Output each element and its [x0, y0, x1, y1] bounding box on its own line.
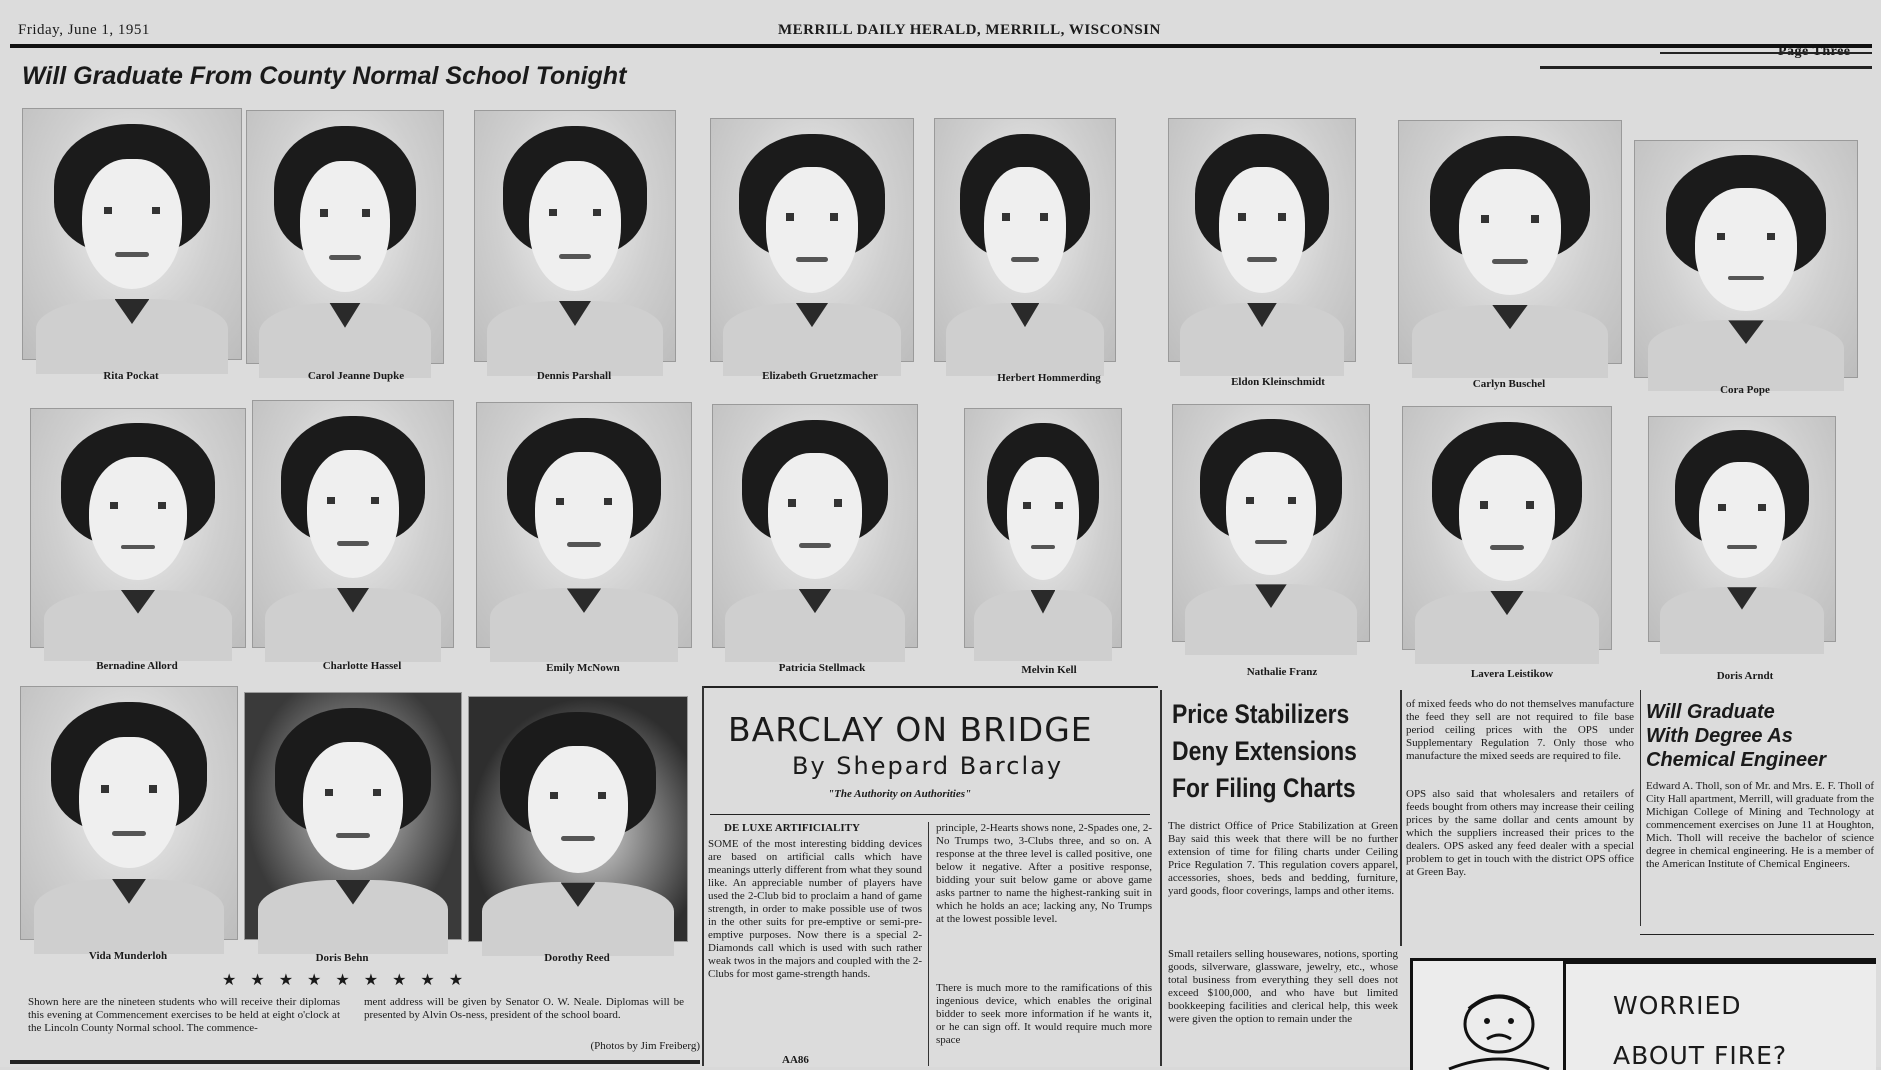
portrait-photo: [30, 408, 246, 648]
portrait-photo: [1402, 406, 1612, 650]
price-story-column-1b: Small retailers selling housewares, notions, sporting goods, silverware, glassware, jewelry, etc., whose total business from everything they sell does not exceed $100,000, and who have but limited bookkeeping facilities and clerical help, this week were given the option to remain under the: [1168, 948, 1398, 1025]
graduate-name: Rita Pockat: [103, 370, 159, 382]
graduate-name: Dorothy Reed: [544, 952, 610, 964]
graduate-name: Dennis Parshall: [536, 370, 612, 382]
worried-man-illustration-icon: [1429, 979, 1569, 1069]
price-story-column-2: of mixed feeds who do not themselves manufacture the feed they sell are not required to file base period ceiling prices with the OPS under Supplementary Regulation 7. Only those who manufacture the mixed seeds are required to file.: [1406, 698, 1634, 762]
price-story-column-2b: OPS also said that wholesalers and retailers of feeds bought from others may increase their ceiling prices by the same dollar and cents amount by which the suppliers increased their prices to the dealers. OPS asked any feed dealer with a special problem to get in touch with the district OPS office at Green Bay.: [1406, 788, 1634, 878]
graduate-name: Carlyn Buschel: [1472, 378, 1546, 390]
feature-caption-right: ment address will be given by Senator O. W. Neale. Diplomas will be presented by Alvin Os-ness, president of the school board.: [364, 996, 684, 1021]
price-story-headline: [1172, 696, 1357, 807]
graduate-name: Herbert Hommerding: [997, 372, 1101, 384]
column-rule: [1400, 690, 1402, 946]
tholl-headline-line: With Degree As: [1646, 725, 1793, 747]
column-rule: [928, 822, 929, 1066]
portrait-photo: [1648, 416, 1836, 642]
column-rule: [702, 686, 704, 1066]
graduate-name: Nathalie Franz: [1246, 666, 1318, 678]
tholl-story-body: Edward A. Tholl, son of Mr. and Mrs. E. F. Tholl of City Hall apartment, Merrill, will graduate from the Michigan College of Mining and Technology at commencement exercises on June 11 at Houghton, Mich. Tholl will receive the bachelor of science degree in chemical engineering. He is a member of the American Institute of Chemical Engineers.: [1646, 780, 1874, 870]
graduate-name: Doris Arndt: [1716, 670, 1774, 682]
price-headline-line: For Filing Charts: [1172, 773, 1356, 803]
portrait-photo: [964, 408, 1122, 648]
portrait-photo: [244, 692, 462, 940]
graduate-name: Patricia Stellmack: [778, 662, 866, 674]
graduate-name: Elizabeth Gruetzmacher: [762, 370, 878, 382]
story-divider: [1640, 934, 1874, 935]
portrait-photo: [934, 118, 1116, 362]
portrait-photo: [1398, 120, 1622, 364]
bridge-top-rule: [702, 686, 1158, 688]
portrait-photo: [22, 108, 242, 360]
price-headline-line: Price Stabilizers: [1172, 699, 1350, 729]
paper-name: MERRILL DAILY HERALD, MERRILL, WISCONSIN: [778, 22, 1161, 38]
price-story-column-1: The district Office of Price Stabilization at Green Bay said this week that there will be no further extension of time for filing charts under Ceiling Price Regulation 7. This regulation covers apparel, accessories, shoes, beds and bedding, furniture, yard goods, floor coverings, lamps and other items.: [1168, 820, 1398, 897]
portrait-photo: [246, 110, 444, 364]
graduate-name: Bernadine Allord: [96, 660, 178, 672]
bridge-column-title: BARCLAY ON BRIDGE: [728, 710, 1093, 749]
ad-headline-line-2: ABOUT FIRE?: [1613, 1041, 1788, 1070]
column-rule: [1160, 690, 1162, 1066]
graduate-name: Lavera Leistikow: [1470, 668, 1554, 680]
issue-date: Friday, June 1, 1951: [18, 22, 150, 38]
ad-headline-line-1: WORRIED: [1613, 991, 1742, 1020]
graduate-name: Vida Munderloh: [88, 950, 168, 962]
feature-headline: Will Graduate From County Normal School Tonight: [22, 62, 627, 90]
bridge-byline: By Shepard Barclay: [792, 752, 1064, 780]
graduate-name: Charlotte Hassel: [322, 660, 402, 672]
price-headline-line: Deny Extensions: [1172, 736, 1357, 766]
portrait-photo: [1168, 118, 1356, 362]
graduate-name: Eldon Kleinschmidt: [1231, 376, 1325, 388]
portrait-photo: [20, 686, 238, 940]
star-divider: ★★★★★★★★★: [222, 972, 478, 989]
bridge-tagline: "The Authority on Authorities": [828, 788, 972, 800]
tholl-story-headline: [1646, 700, 1826, 772]
masthead-rule-right: [1540, 66, 1872, 69]
fire-insurance-ad: [1410, 958, 1876, 1070]
masthead-rule: [10, 44, 1872, 48]
section-bottom-rule: [10, 1060, 700, 1064]
bridge-section-head: DE LUXE ARTIFICIALITY: [724, 822, 860, 834]
photo-credit: (Photos by Jim Freiberg): [590, 1040, 700, 1052]
graduate-name: Emily McNown: [546, 662, 620, 674]
bridge-column-2b: There is much more to the ramifications of this ingenious device, which enables the original bidder to seek more information if he wants it, or he can sign off. It would require much more space: [936, 982, 1152, 1046]
masthead-rule-thin: [1660, 52, 1872, 54]
portrait-photo: [468, 696, 688, 942]
portrait-photo: [476, 402, 692, 648]
tholl-headline-line: Will Graduate: [1646, 701, 1775, 723]
bridge-sub-rule: [710, 814, 1150, 815]
graduate-name: Melvin Kell: [1021, 664, 1077, 676]
portrait-photo: [712, 404, 918, 648]
feature-caption-left: Shown here are the nineteen students who will receive their diplomas this evening at Commencement exercises to be held at eight o'clock at the Lincoln County Normal school. The commence-: [28, 996, 340, 1034]
tholl-headline-line: Chemical Engineer: [1646, 749, 1827, 771]
portrait-photo: [1634, 140, 1858, 378]
graduate-name: Doris Behn: [315, 952, 369, 964]
portrait-photo: [1172, 404, 1370, 642]
graduate-name: Cora Pope: [1720, 384, 1770, 396]
graduate-name: Carol Jeanne Dupke: [307, 370, 405, 382]
portrait-photo: [710, 118, 914, 362]
bridge-footer-mark: AA86: [782, 1054, 809, 1066]
portrait-photo: [474, 110, 676, 362]
column-rule: [1640, 690, 1641, 926]
portrait-photo: [252, 400, 454, 648]
bridge-column-1: SOME of the most interesting bidding devices are based on artificial calls which have meanings utterly different from what they sound like. An appreciable number of players have used the 2-Club bid to proclaim a hand of game strength, in order to make possible use of twos in the other suits for pre-emptive or semi-pre-emptive purposes. Now there is a special 2-Diamonds call which is used with such rather weak twos in the majors and coupled with the 2-Clubs for most game-strength hands.: [708, 838, 922, 980]
bridge-column-2: principle, 2-Hearts shows none, 2-Spades one, 2-No Trumps two, 3-Clubs three, and so on. A response at the three level is called positive, one below it negative. After a positive response, bidding your suit below game or above game asks partner to name the highest-ranking suit in which he holds an ace; lacking any, No Trumps at the lowest possible level.: [936, 822, 1152, 925]
